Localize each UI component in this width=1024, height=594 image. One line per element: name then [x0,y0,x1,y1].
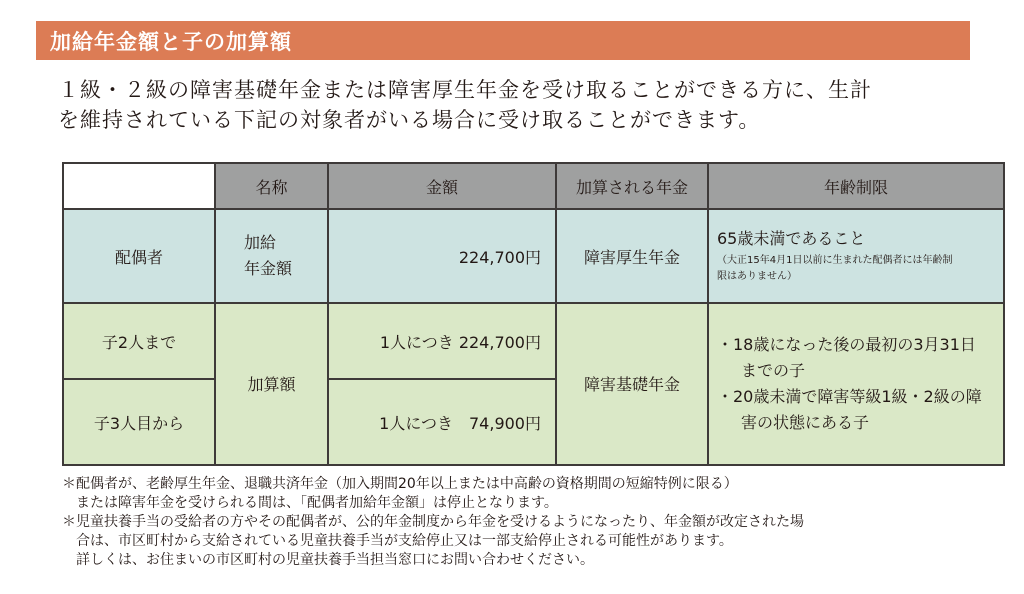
child-age-item-1 [717,332,1003,384]
child-age-item-1-line-1: ・18歳になった後の最初の3月31日 [717,334,976,354]
child-to2-amount: 1人につき 224,700円 [328,303,556,380]
child-name: 加算額 [215,303,328,465]
child-from3-amount: 1人につき 74,900円 [328,379,556,465]
child-pension: 障害基礎年金 [556,303,708,465]
spouse-name-line-2: 年金額 [244,259,293,279]
child-age-item-2-line-1: ・20歳未満で障害等級1級・2級の障 [717,386,982,406]
child-age-item-2-line-2: 害の状態にある子 [741,412,870,432]
child-from3-target: 子3人目から [63,379,215,465]
child-age-item-2 [717,384,1003,436]
spouse-age-limit [708,209,1004,303]
section-header-bar [36,21,970,60]
intro-text [58,75,958,135]
footnote-2-mark: ＊ [62,514,76,530]
footnote-1 [62,475,1012,513]
intro-line-2: を維持されている下記の対象者がいる場合に受け取ることができます。 [58,108,761,132]
child-age-item-1-line-2: までの子 [741,360,806,380]
child-age-limit [708,303,1004,465]
table-row-spouse [63,209,1004,303]
header-amount: 金額 [328,163,556,209]
section-title: 加給年金額と子の加算額 [50,30,292,54]
spouse-name-line-1: 加給 [244,233,277,253]
header-pension: 加算される年金 [556,163,708,209]
spouse-target: 配偶者 [63,209,215,303]
spouse-age-note-line-2: 限はありません） [717,271,797,283]
footnotes [62,475,1012,570]
footnote-1-line-2: または障害年金を受けられる間は、「配偶者加給年金額」は停止となります。 [76,495,558,511]
footnote-1-line-1: 配偶者が、老齢厚生年金、退職共済年金（加入期間20年以上または中高齢の資格期間の短縮特例に限る） [76,476,738,492]
benefits-table [62,162,1005,466]
header-name: 名称 [215,163,328,209]
intro-line-1: １級・２級の障害基礎年金または障害厚生年金を受け取ることができる方に、生計 [58,78,872,102]
header-blank-cell [63,163,215,209]
spouse-age-main: 65歳未満であること [717,229,866,249]
footnote-1-mark: ＊ [62,476,76,492]
table-row-child-to2 [63,303,1004,380]
footnote-2-line-2: 合は、市区町村から支給されている児童扶養手当が支給停止又は一部支給停止される可能性があります。 [76,533,733,549]
spouse-age-note-line-1: （大正15年4月1日以前に生まれた配偶者には年齢制 [717,255,953,267]
footnote-2-line-3: 詳しくは、お住まいの市区町村の児童扶養手当担当窓口にお問い合わせください。 [76,552,594,568]
footnote-2-line-1: 児童扶養手当の受給者の方やその配偶者が、公的年金制度から年金を受けるようになったり、年金額が改定された場 [76,514,804,530]
spouse-amount: 224,700円 [328,209,556,303]
spouse-name [215,209,328,303]
spouse-pension: 障害厚生年金 [556,209,708,303]
table-header-row [63,163,1004,209]
child-to2-target: 子2人まで [63,303,215,380]
header-age-limit: 年齢制限 [708,163,1004,209]
footnote-2 [62,513,1012,570]
